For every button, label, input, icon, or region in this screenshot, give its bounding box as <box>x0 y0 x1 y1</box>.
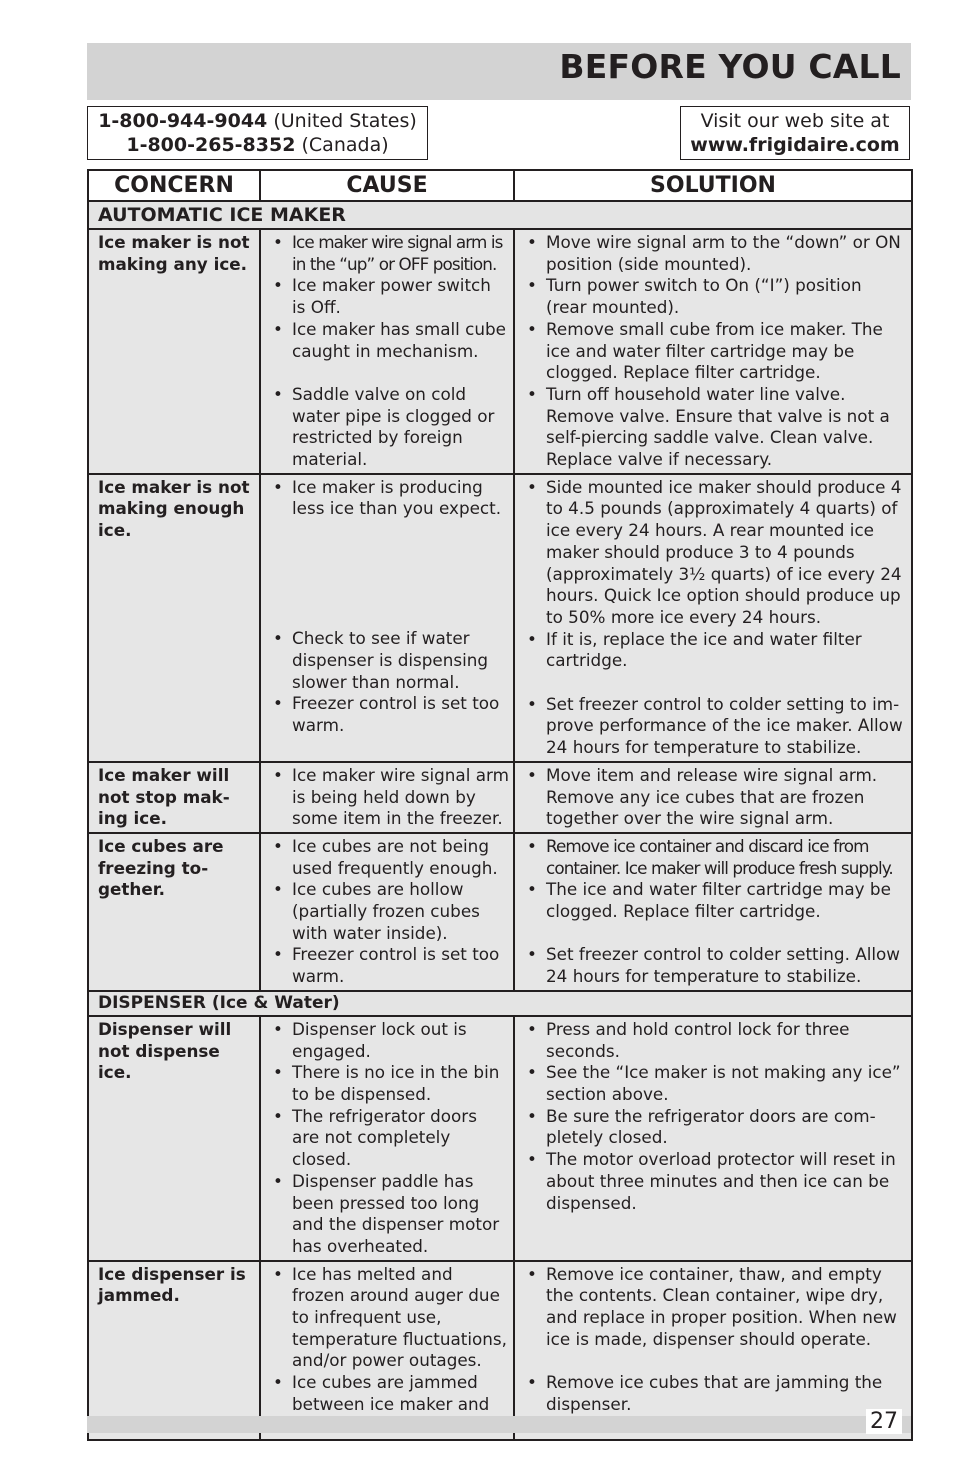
concern-cell: Dispenser will not dispense ice. <box>88 1016 260 1261</box>
solution-item: • Side mounted ice maker should produce 4 to 4.5 pounds (approximately 4 quarts) of ice every 24 hours. A rear mounted ice maker should produce 3 to 4 pounds (approximately 3½ quarts) of ice every 24 hours. Quick Ice option should produce up to 50% more ice every 24 hours. <box>523 477 907 629</box>
solution-item: • Move item and release wire signal arm. Remove any ice cubes that are frozen together over the wire signal arm. <box>523 765 907 830</box>
solution-item: • Move wire signal arm to the “down” or ON position (side mounted). <box>523 232 907 275</box>
solution-item: • See the “Ice maker is not making any ice” section above. <box>523 1062 907 1105</box>
cause-item: • Ice maker is producing less ice than you expect. <box>269 477 509 520</box>
table-row <box>88 762 912 833</box>
us-phone-line <box>88 109 427 133</box>
cause-item: • Ice maker wire signal arm is in the “up” or OFF position. <box>269 232 509 275</box>
solution-cell <box>514 833 912 991</box>
cause-cell <box>260 1016 514 1261</box>
table-row <box>88 229 912 474</box>
solution-item: • Turn off household water line valve. Remove valve. Ensure that valve is not a self-piercing saddle valve. Clean valve. Replace valve if necessary. <box>523 384 907 471</box>
solution-column-header: SOLUTION <box>514 170 912 201</box>
cause-column-header: CAUSE <box>260 170 514 201</box>
ca-phone-line <box>88 133 427 157</box>
ca-phone-label: (Canada) <box>301 134 389 156</box>
header-bar <box>87 43 911 100</box>
section-header-row <box>88 201 912 229</box>
solution-item: • Remove ice cubes that are jamming the dispenser. <box>523 1372 907 1415</box>
cause-item: • Saddle valve on cold water pipe is clogged or restricted by foreign material. <box>269 384 509 471</box>
cause-item: • The refrigerator doors are not completely closed. <box>269 1106 509 1171</box>
concern-cell: Ice cubes are freezing to-gether. <box>88 833 260 991</box>
page-title: BEFORE YOU CALL <box>559 47 901 86</box>
website-url: www.frigidaire.com <box>690 134 900 156</box>
table-row <box>88 1016 912 1261</box>
phone-numbers-box <box>87 106 428 160</box>
section-title-automatic-ice-maker: AUTOMATIC ICE MAKER <box>88 201 912 229</box>
cause-cell <box>260 1261 514 1441</box>
concern-cell: Ice maker is not making any ice. <box>88 229 260 474</box>
cause-item: • Ice maker has small cube caught in mechanism. <box>269 319 509 362</box>
section-header-row <box>88 991 912 1016</box>
solution-item: • Remove ice container, thaw, and empty the contents. Clean container, wipe dry, and replace in proper position. When new ice is made, dispenser should operate. <box>523 1264 907 1351</box>
cause-cell <box>260 474 514 762</box>
cause-item: • Ice has melted and frozen around auger due to infrequent use, temperature fluctuations, and/or power outages. <box>269 1264 509 1373</box>
concern-cell: Ice maker is not making enough ice. <box>88 474 260 762</box>
table-row <box>88 1261 912 1441</box>
website-intro: Visit our web site at <box>700 110 890 132</box>
concern-column-header: CONCERN <box>88 170 260 201</box>
solution-cell <box>514 762 912 833</box>
cause-cell <box>260 229 514 474</box>
solution-item: • Remove ice container and discard ice from container. Ice maker will produce fresh supply. <box>523 836 907 879</box>
page-number: 27 <box>866 1409 902 1434</box>
table-row <box>88 833 912 991</box>
cause-item: • Freezer control is set too warm. <box>269 693 509 736</box>
section-title-dispenser: DISPENSER (Ice & Water) <box>88 991 912 1016</box>
cause-cell <box>260 762 514 833</box>
cause-item: • Check to see if water dispenser is dispensing slower than normal. <box>269 628 509 693</box>
solution-cell <box>514 1261 912 1441</box>
solution-cell <box>514 229 912 474</box>
cause-item: • Ice cubes are not being used frequently enough. <box>269 836 509 879</box>
ca-phone-number: 1-800-265-8352 <box>126 134 296 156</box>
troubleshooting-table <box>87 169 913 1441</box>
cause-cell <box>260 833 514 991</box>
solution-item: • Set freezer control to colder setting. Allow 24 hours for temperature to stabilize. <box>523 944 907 987</box>
cause-item: • Ice maker power switch is Off. <box>269 275 509 318</box>
table-row <box>88 474 912 762</box>
solution-item: • Be sure the refrigerator doors are com-pletely closed. <box>523 1106 907 1149</box>
cause-item: • Ice cubes are hollow (partially frozen cubes with water inside). <box>269 879 509 944</box>
cause-item: • Dispenser paddle has been pressed too long and the dispenser motor has overheated. <box>269 1171 509 1258</box>
solution-item: • Set freezer control to colder setting to im-prove performance of the ice maker. Allow 24 hours for temperature to stabilize. <box>523 694 907 759</box>
solution-item: • Press and hold control lock for three seconds. <box>523 1019 907 1062</box>
table-header-row <box>88 170 912 201</box>
website-box <box>680 106 910 160</box>
footer-bar <box>87 1416 911 1433</box>
us-phone-number: 1-800-944-9044 <box>98 110 268 132</box>
solution-item: • If it is, replace the ice and water filter cartridge. <box>523 629 907 672</box>
cause-item: • Ice cubes are jammed between ice maker and <box>269 1372 509 1437</box>
cause-item: • There is no ice in the bin to be dispensed. <box>269 1062 509 1105</box>
concern-cell: Ice maker will not stop mak-ing ice. <box>88 762 260 833</box>
solution-item: • The motor overload protector will reset in about three minutes and then ice can be dispensed. <box>523 1149 907 1214</box>
cause-item: • Freezer control is set too warm. <box>269 944 509 987</box>
us-phone-label: (United States) <box>273 110 417 132</box>
solution-item: • The ice and water filter cartridge may be clogged. Replace filter cartridge. <box>523 879 907 922</box>
solution-cell <box>514 1016 912 1261</box>
cause-item: • Dispenser lock out is engaged. <box>269 1019 509 1062</box>
solution-item: • Turn power switch to On (“I”) position (rear mounted). <box>523 275 907 318</box>
concern-cell: Ice dispenser is jammed. <box>88 1261 260 1441</box>
solution-item: • Remove small cube from ice maker. The ice and water filter cartridge may be clogged. Replace filter cartridge. <box>523 319 907 384</box>
cause-item: • Ice maker wire signal arm is being held down by some item in the freezer. <box>269 765 509 830</box>
solution-cell <box>514 474 912 762</box>
